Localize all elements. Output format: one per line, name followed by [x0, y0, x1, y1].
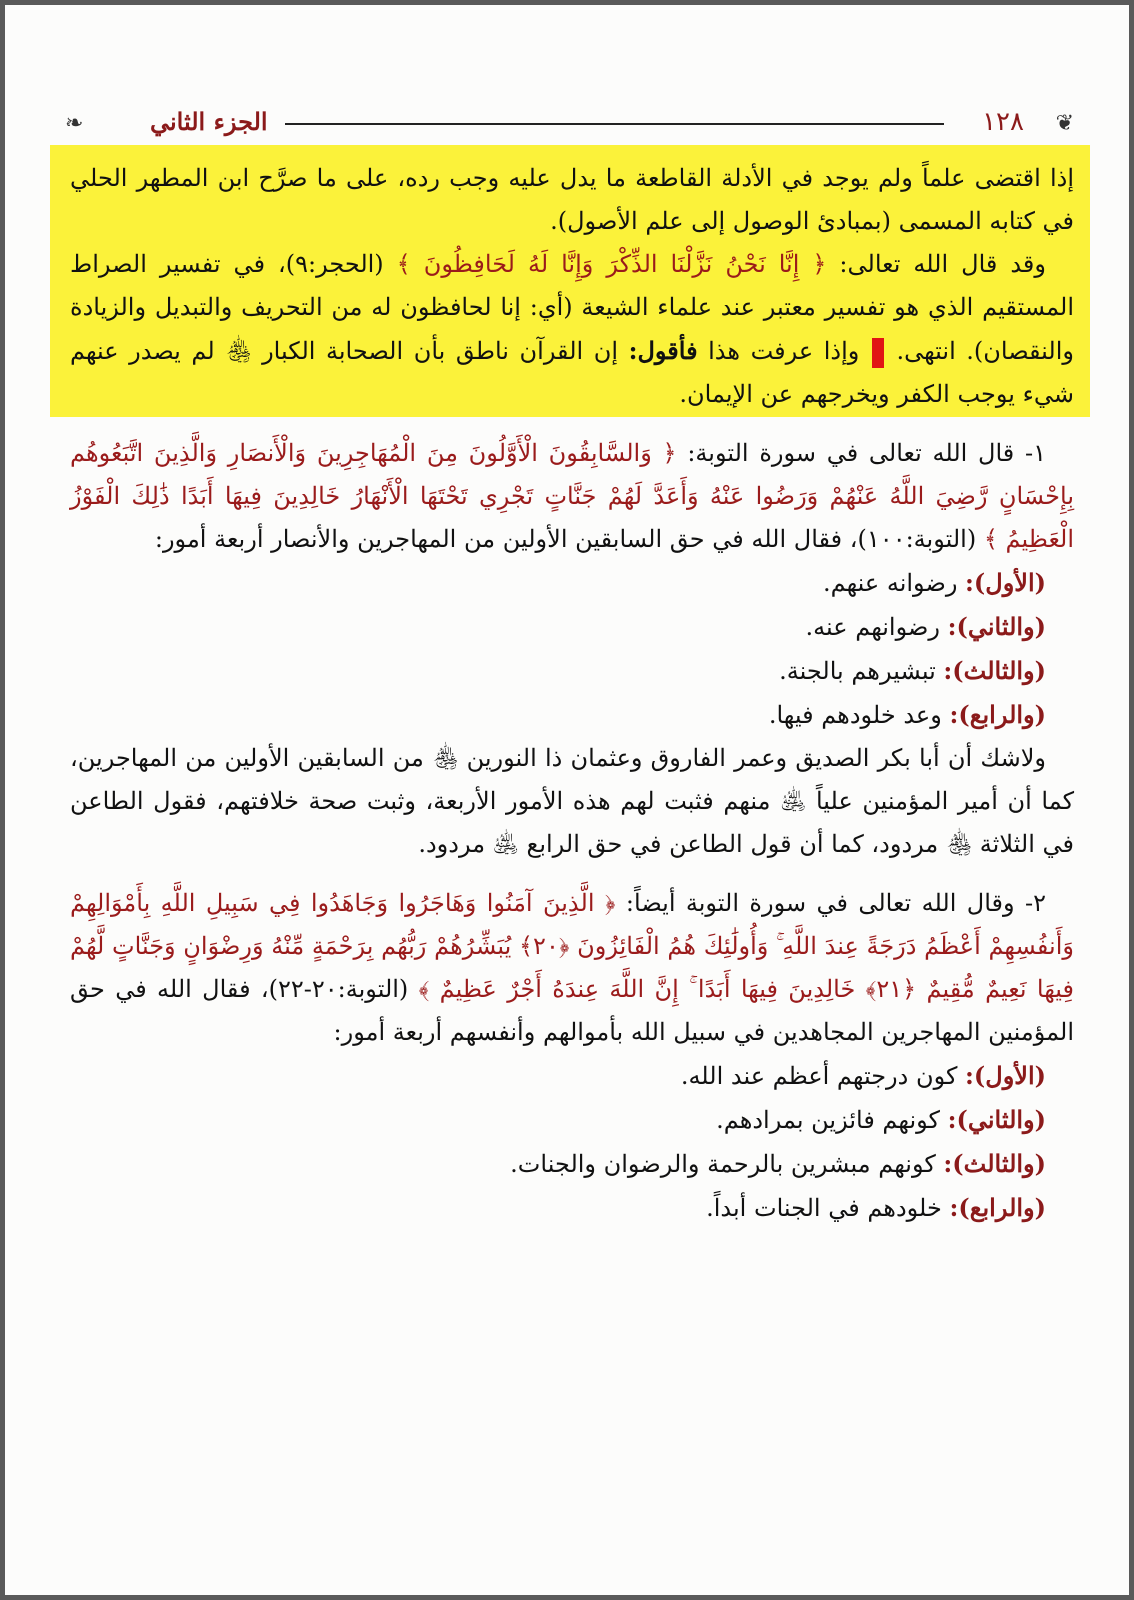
item-label: (والثالث): — [943, 656, 1046, 685]
paragraph-1: إذا اقتضى علماً ولم يوجد في الأدلة القاطعة ما يدل عليه وجب رده، على ما صرَّح ابن المطهر الحلي في كتابه المسمى (بمبادئ الوصول إلى علم الأصول). — [70, 164, 1074, 235]
header-rule — [285, 123, 944, 125]
item-label: (الأول): — [965, 568, 1046, 597]
paragraph-2-rest: (الحجر:٩)، في تفسير الصراط المستقيم الذي هو تفسير معتبر عند علماء الشيعة (أي: إنا لحافظون له من التحريف والتبديل والزيادة والنقصان). انتهى. — [70, 250, 1074, 365]
paragraph-2-after: وإذا عرفت هذا — [708, 337, 860, 365]
page-header — [55, 105, 1084, 141]
item-text: تبشيرهم بالجنة. — [779, 657, 936, 685]
item-label: (والرابع): — [949, 1193, 1046, 1222]
list-item — [70, 649, 1074, 693]
item-text: كونهم فائزين بمرادهم. — [716, 1106, 940, 1134]
list-item — [70, 1054, 1074, 1098]
page-body — [70, 157, 1074, 1230]
paragraph-3: ولاشك أن أبا بكر الصديق وعمر الفاروق وعثمان ذا النورين ﵃ من السابقين الأولين من المهاجرين، كما أن أمير المؤمنين علياً ﵁ منهم فثبت لهم هذه الأمور الأربعة، وثبت صحة خلافتهم، فقول الطاعن في الثلاثة ﵃ مردود، كما أن قول الطاعن في حق الرابع ﵁ مردود. — [70, 744, 1074, 858]
list-item — [70, 1142, 1074, 1186]
item-text: كونهم مبشرين بالرحمة والرضوان والجنات. — [510, 1150, 936, 1178]
quran-verse-tawbah-100: ﴿ وَالسَّابِقُونَ الْأَوَّلُونَ مِنَ الْمُهَاجِرِينَ وَالْأَنصَارِ وَالَّذِينَ اتَّبَعُوهُم بِإِحْسَانٍ رَّضِيَ اللَّهُ عَنْهُمْ وَرَضُوا عَنْهُ وَأَعَدَّ لَهُمْ جَنَّاتٍ تَجْرِي تَحْتَهَا الْأَنْهَارُ خَالِدِينَ فِيهَا أَبَدًا ذَٰلِكَ الْفَوْزُ الْعَظِيمُ ﴾ — [70, 439, 1074, 553]
item-label: (الأول): — [965, 1061, 1046, 1090]
section-2 — [70, 882, 1074, 1054]
ornament-right-icon: ❦ — [1055, 111, 1074, 136]
section-1 — [70, 432, 1074, 561]
paragraph-2-intro: وقد قال الله تعالى: — [839, 250, 1046, 278]
item-text: كون درجتهم أعظم عند الله. — [680, 1062, 958, 1090]
item-text: رضوانهم عنه. — [805, 613, 940, 641]
ornament-left-icon: ❧ — [65, 111, 84, 136]
section-2-rest: (التوبة:٢٠-٢٢)، فقال الله في حق المؤمنين المهاجرين المجاهدين في سبيل الله بأموالهم وأنفسهم أربعة أمور: — [70, 975, 1074, 1046]
item-label: (والثاني): — [947, 1105, 1046, 1134]
section-1-rest: (التوبة:١٠٠)، فقال الله في حق السابقين الأولين من المهاجرين والأنصار أربعة أمور: — [154, 525, 977, 553]
item-label: (والثالث): — [943, 1149, 1046, 1178]
list-item — [70, 561, 1074, 605]
paragraph-2-end: إن القرآن ناطق بأن الصحابة الكبار ﵃ لم يصدر عنهم شيء يوجب الكفر ويخرجهم عن الإيمان. — [70, 337, 1074, 408]
list-item — [70, 693, 1074, 737]
section-2-intro: ٢- وقال الله تعالى في سورة التوبة أيضاً: — [625, 889, 1046, 917]
list-item — [70, 1098, 1074, 1142]
list-item — [70, 1186, 1074, 1230]
item-text: رضوانه عنهم. — [822, 569, 958, 597]
list-item — [70, 605, 1074, 649]
page-number: ١٢٨ — [982, 107, 1024, 137]
quran-verse-hijr: ﴿ إِنَّا نَحْنُ نَزَّلْنَا الذِّكْرَ وَإِنَّا لَهُ لَحَافِظُونَ ﴾ — [396, 250, 827, 278]
item-label: (والثاني): — [947, 612, 1046, 641]
paragraph-2-bold: فأقول: — [628, 336, 698, 365]
item-text: وعد خلودهم فيها. — [768, 701, 942, 729]
section-1-intro: ١- قال الله تعالى في سورة التوبة: — [687, 439, 1047, 467]
paragraph-2 — [70, 243, 1074, 416]
quran-verse-tawbah-20-22: ﴿ الَّذِينَ آمَنُوا وَهَاجَرُوا وَجَاهَدُوا فِي سَبِيلِ اللَّهِ بِأَمْوَالِهِمْ وَأَنفُسِهِمْ أَعْظَمُ دَرَجَةً عِندَ اللَّهِ ۚ وَأُولَٰئِكَ هُمُ الْفَائِزُونَ ﴿٢٠﴾ يُبَشِّرُهُمْ رَبُّهُم بِرَحْمَةٍ مِّنْهُ وَرِضْوَانٍ وَجَنَّاتٍ لَّهُمْ فِيهَا نَعِيمٌ مُّقِيمٌ ﴿٢١﴾ خَالِدِينَ فِيهَا أَبَدًا ۚ إِنَّ اللَّهَ عِندَهُ أَجْرٌ عَظِيمٌ ﴾ — [70, 889, 1074, 1003]
item-label: (والرابع): — [949, 700, 1046, 729]
book-part-title: الجزء الثاني — [150, 107, 268, 136]
item-text: خلودهم في الجنات أبداً. — [706, 1194, 942, 1222]
text-cursor[interactable] — [872, 338, 884, 368]
